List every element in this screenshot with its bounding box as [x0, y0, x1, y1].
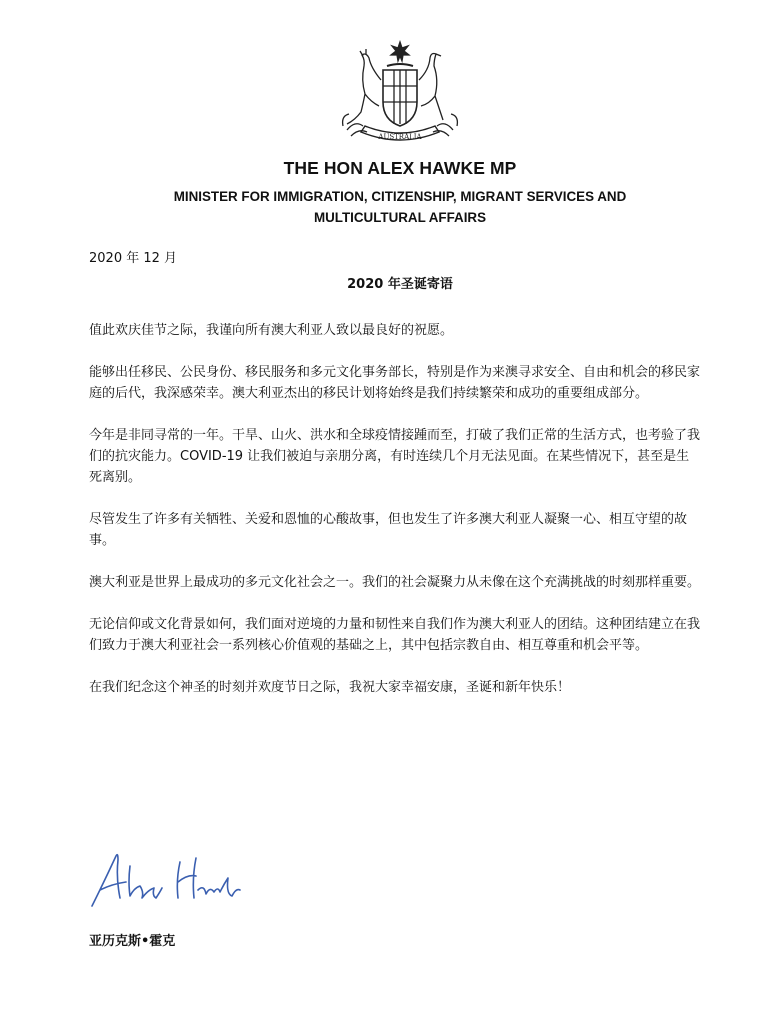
- australian-coat-of-arms-icon: [335, 40, 465, 160]
- svg-text:AUSTRALIA: AUSTRALIA: [378, 133, 422, 141]
- minister-name: THE HON ALEX HAWKE MP: [283, 158, 517, 178]
- paragraph: 无论信仰或文化背景如何，我们面对逆境的力量和韧性来自我们作为澳大利亚人的团结。这种团结建立在我们致力于澳大利亚社会一系列核心价值观的基础之上，其中包括宗教自由、相互尊重和机会平等。: [89, 617, 701, 653]
- handwritten-signature-icon: [86, 848, 246, 918]
- paragraph: 能够出任移民、公民身份、移民服务和多元文化事务部长，特别是作为来澳寻求安全、自由和机会的移民家庭的后代，我深感荣幸。澳大利亚杰出的移民计划将始终是我们持续繁荣和成功的重要组成部分。: [89, 365, 701, 401]
- paragraph: 尽管发生了许多有关牺牲、关爱和恩恤的心酸故事，但也发生了许多澳大利亚人凝聚一心、相互守望的故事。: [89, 512, 688, 548]
- role-line-1: MINISTER FOR IMMIGRATION, CITIZENSHIP, MIGRANT SERVICES AND: [173, 189, 627, 204]
- paragraph: 值此欢庆佳节之际，我谨向所有澳大利亚人致以最良好的祝愿。: [89, 323, 454, 338]
- role-line-2: MULTICULTURAL AFFAIRS: [313, 210, 487, 225]
- minister-role: [0, 186, 770, 228]
- letter-date: 2020 年 12 月: [89, 251, 178, 266]
- paragraph: 今年是非同寻常的一年。干旱、山火、洪水和全球疫情接踵而至，打破了我们正常的生活方式，也考验了我们的抗灾能力。COVID-19 让我们被迫与亲朋分离，有时连续几个月无法见面。在某些情况下，甚至是生死离别。: [89, 428, 701, 485]
- signatory-name: 亚历克斯•霍克: [89, 934, 176, 949]
- letter-body: [89, 320, 701, 719]
- letter-title: 2020 年圣诞寄语: [347, 277, 453, 292]
- paragraph: 在我们纪念这个神圣的时刻并欢度节日之际，我祝大家幸福安康，圣诞和新年快乐！: [89, 680, 571, 695]
- paragraph: 澳大利亚是世界上最成功的多元文化社会之一。我们的社会凝聚力从未像在这个充满挑战的时刻那样重要。: [89, 575, 701, 590]
